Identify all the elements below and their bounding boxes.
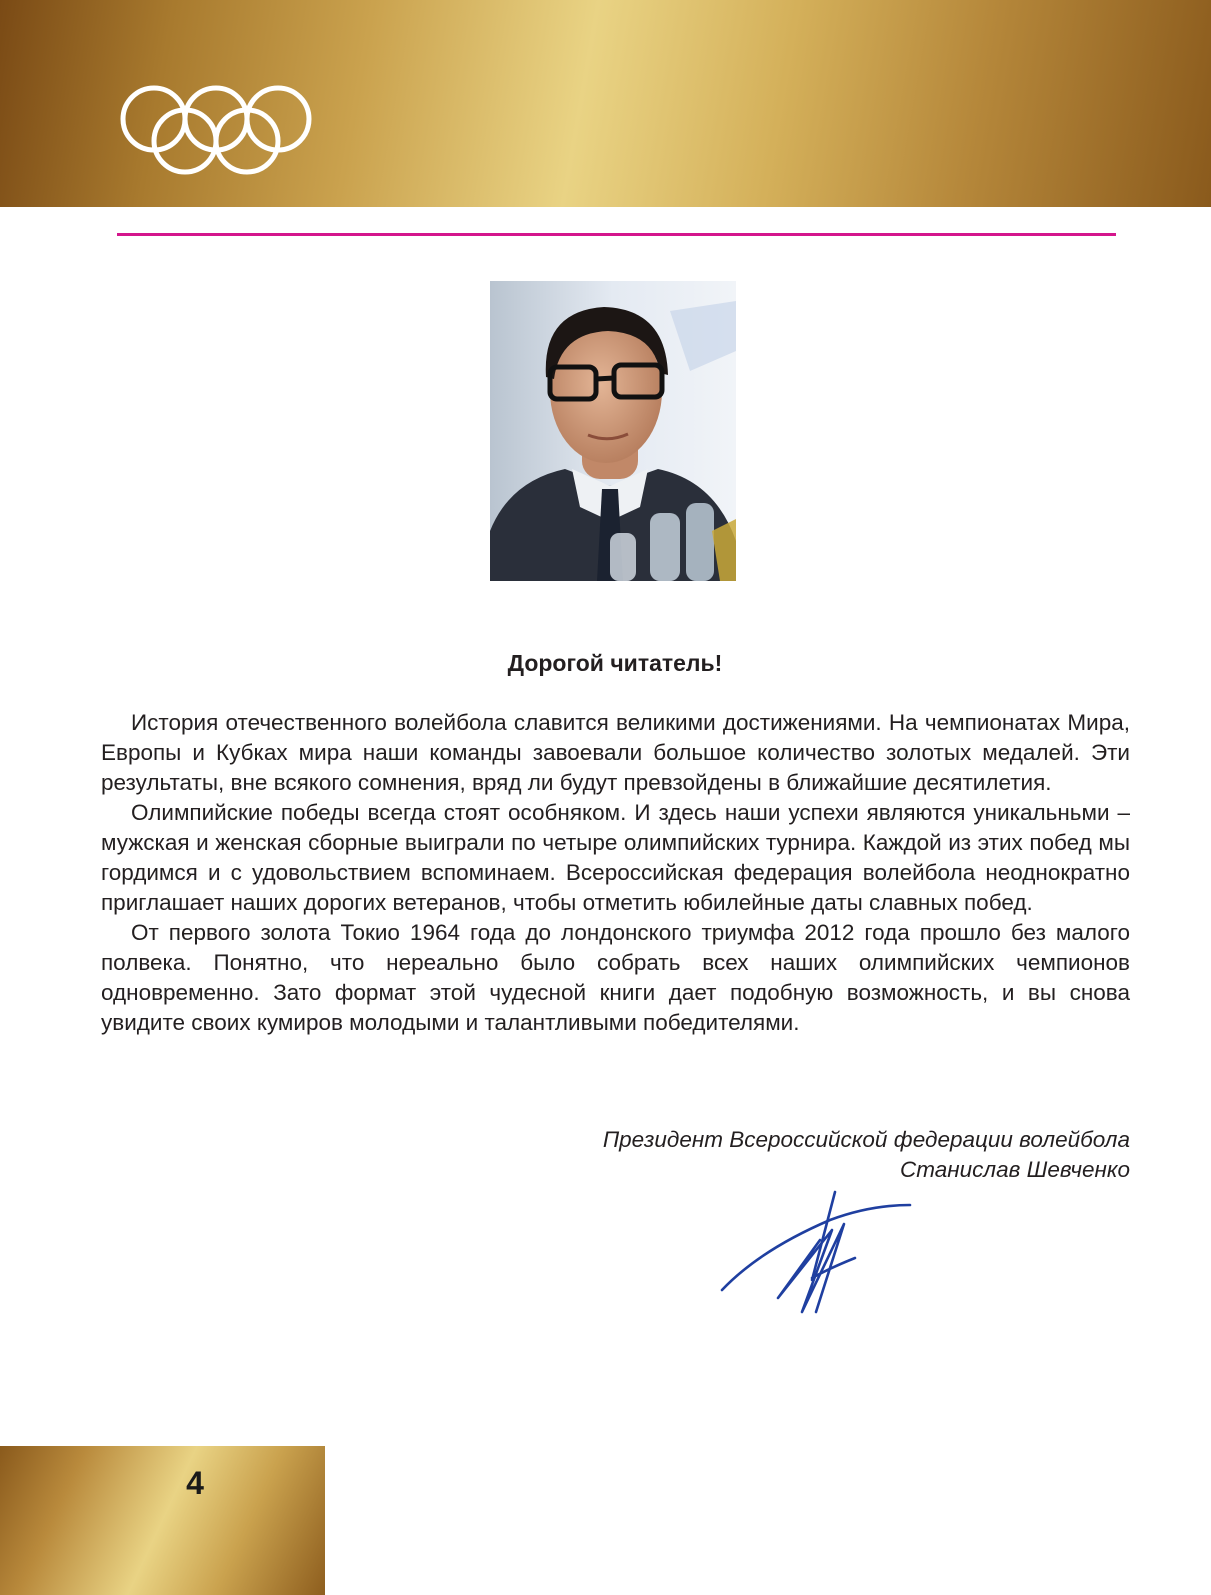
letter-body bbox=[101, 708, 1130, 1038]
paragraph: История отечественного волейбола славится великими достижениями. На чемпионатах Мира, Европы и Кубках мира наши команды завоевали большое количество золотых медалей. Эти результаты, вне всякого сомнения, вряд ли будут превзойдены в ближайшие десятилетия. bbox=[101, 710, 1130, 795]
accent-divider bbox=[117, 233, 1116, 236]
page-number: 4 bbox=[186, 1465, 204, 1501]
signoff-name: Станислав Шевченко bbox=[900, 1157, 1130, 1182]
letter-greeting: Дорогой читатель! bbox=[507, 650, 723, 676]
olympic-rings-icon bbox=[118, 84, 314, 176]
paragraph: Олимпийские победы всегда стоят особняком. И здесь наши успехи являются уникальньми – мужская и женская сборные выиграли по четыре олимпийских турнира. Каждой из этих побед мы гордимся и с удовольствием вспоминаем. Всероссийская федерация волейбола неоднократно приглашает наших дорогих ветеранов, чтобы отметить юбилейные даты славных побед. bbox=[101, 800, 1130, 915]
paragraph: От первого золота Токио 1964 года до лондонского триумфа 2012 года прошло без малого полвека. Понятно, что нереально было собрать всех наших олимпийских чемпионов одновременно. Зато формат этой чудесной книги дает подобную возможность, и вы снова увидите своих кумиров молодыми и талантливыми победителями. bbox=[101, 920, 1130, 1035]
header-band bbox=[0, 0, 1211, 207]
handwritten-signature bbox=[720, 1180, 930, 1320]
signoff-title: Президент Всероссийской федерации волейбола bbox=[602, 1127, 1130, 1152]
portrait-photo bbox=[490, 281, 736, 581]
signoff-block bbox=[400, 1125, 1130, 1185]
